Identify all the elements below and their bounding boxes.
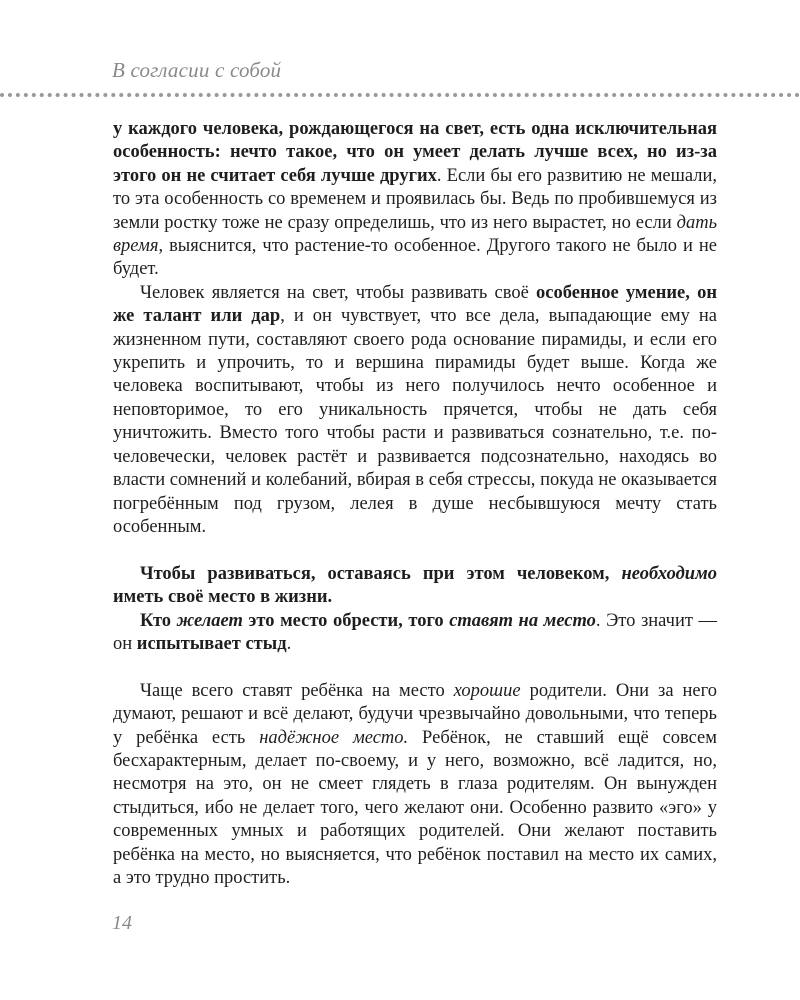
- text-run: Чаще всего ставят ребёнка на место: [140, 680, 454, 701]
- text-run: родители. Они за него думают, решают и всё делают, будучи чрезвычайно довольными, что теперь у ребёнка есть: [113, 680, 717, 748]
- text-run: хорошие: [453, 680, 521, 701]
- text-run: испытывает стыд: [136, 633, 287, 654]
- paragraph-5: [113, 680, 717, 891]
- text-run: у каждого человека, рождающегося на свет, есть одна исключительная особенность: нечто такое, что он умеет делать лучше всех, но из-за этого он не считает себя лучше других: [113, 119, 717, 186]
- text-run: , и он чувствует, что все дела, выпадающие ему на жизненном пути, составляют своего рода основание пирамиды, и если его укрепить и упрочить, то и вершина пирамиды будет выше. Когда же человека воспитывают, чтобы из него получилось нечто особенное и неповторимое, то его уникальность прячется, чтобы не дать себя уничтожить. Вместо того чтобы расти и развиваться сознательно, т.е. по-человечески, человек растёт и развивается подсознательно, находясь во власти сомнений и колебаний, вбирая в себя стрессы, покуда не оказывается погребённым под грузом, лелея в душе несбывшуюся мечту стать особенным.: [113, 306, 718, 537]
- header-dotted-rule: [0, 93, 800, 97]
- text-run: Ребёнок, не ставший ещё совсем бесхарактерным, делает по-своему, и у него, возможно, всё ладится, но, несмотря на это, он не смеет глядеть в глаза родителям. Он вынужден стыдиться, ибо не делает того, чего желают они. Особенно развито «эго» у современных умных и работящих родителей. Они желают поставить ребёнка на место, но выясняется, что ребёнок поставил на место их самих, а это трудно простить.: [113, 727, 717, 888]
- main-text: [113, 118, 717, 890]
- running-head: В согласии с собой: [112, 58, 282, 82]
- text-run: иметь своё место в жизни.: [113, 587, 333, 608]
- text-run: .: [286, 633, 292, 654]
- page-number: 14: [112, 912, 132, 934]
- text-run: желает: [176, 610, 243, 631]
- paragraph-2: [113, 282, 717, 539]
- text-run: особенное умение, он же талант или дар: [113, 282, 717, 327]
- paragraph-4: [113, 610, 717, 657]
- text-run: Человек является на свет, чтобы развивать своё: [140, 282, 537, 303]
- text-run: Чтобы развиваться, оставаясь при этом человеком,: [140, 563, 622, 584]
- text-run: необходимо: [621, 563, 717, 584]
- paragraph-1: [113, 118, 717, 282]
- text-run: Кто: [140, 610, 177, 631]
- text-run: , выяснится, что растение-то особенное. Другого такого не было и не будет.: [113, 236, 717, 280]
- text-run: . Если бы его развитию не мешали, то эта особенность со временем и проявилась бы. Ведь по пробившемуся из земли ростку тоже не сразу определишь, что из него вырастет, но если: [113, 165, 717, 233]
- text-run: . Это значит — он: [113, 610, 717, 654]
- text-run: ставят на место: [449, 610, 596, 631]
- text-run: это место обрести, того: [242, 610, 450, 631]
- text-run: дать время: [113, 212, 717, 257]
- text-run: надёжное место.: [259, 727, 409, 748]
- paragraph-3: [113, 563, 717, 610]
